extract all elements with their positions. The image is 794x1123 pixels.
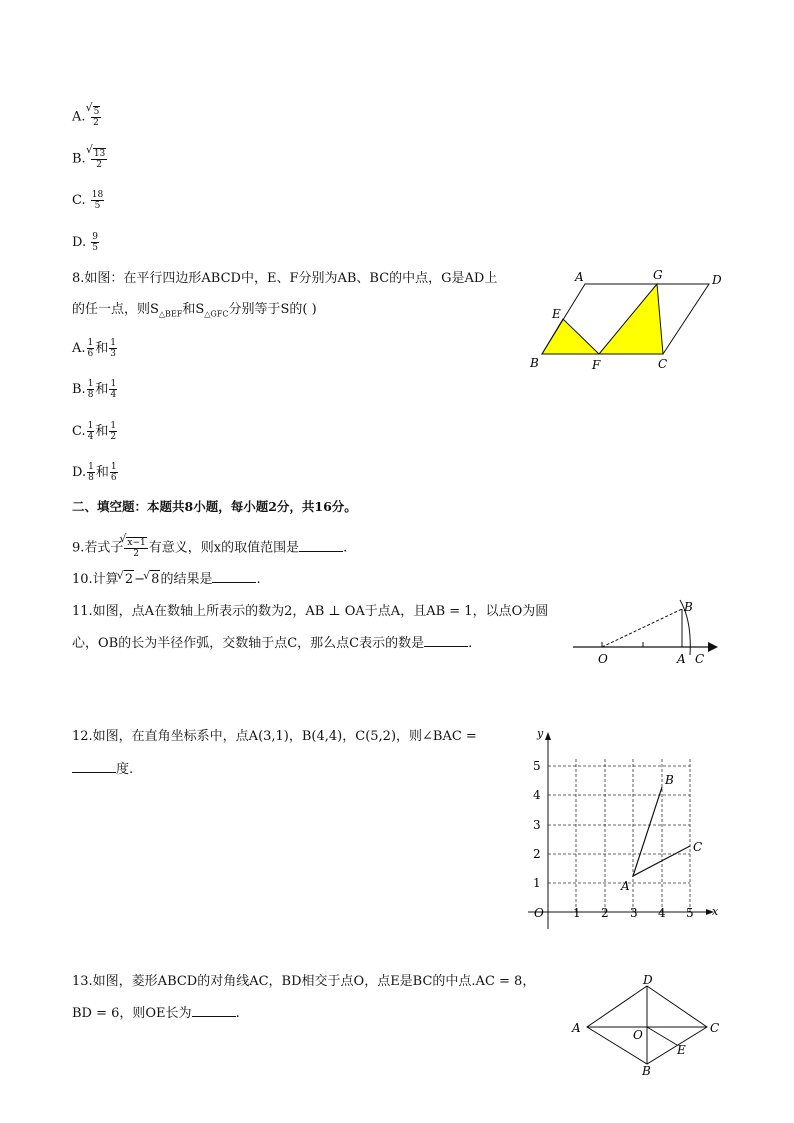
fraction: $\frac{1}{3}$: [110, 338, 117, 359]
label-b: B: [665, 773, 674, 787]
label-d: D: [643, 973, 653, 987]
label-c: C: [693, 840, 703, 854]
q11-number-line-figure: [568, 595, 728, 670]
fraction: √ $\frac{5}{2}$: [91, 106, 102, 128]
q13-stem-line2: BD = 6，则OE长为 .: [72, 1006, 240, 1021]
label-c: C: [695, 652, 705, 666]
fraction: $\frac{1}{4}$: [87, 421, 94, 442]
y-tick-label: 5: [533, 759, 541, 773]
label-a: A: [572, 1021, 581, 1035]
answer-blank[interactable]: [72, 760, 116, 773]
x-tick-label: 3: [630, 906, 638, 920]
fraction: √ $\frac{x-1}{2}$: [124, 537, 147, 559]
y-tick-label: 4: [533, 788, 541, 802]
q12-stem-line1: 12.如图，在直角坐标系中，点A(3,1)，B(4,4)，C(5,2)，则∠BAC =: [72, 729, 477, 744]
q13-rhombus-figure: [566, 972, 726, 1082]
y-tick-label: 3: [533, 818, 541, 832]
label-e: E: [677, 1043, 686, 1057]
label-c: C: [710, 1021, 720, 1035]
fraction: $\frac{1}{6}$: [110, 462, 117, 483]
label-d: D: [712, 273, 722, 287]
label-b: B: [684, 600, 693, 614]
q7-option-b: B. √ $\frac{13}{2}$: [72, 148, 108, 170]
y-axis-arrow: [545, 732, 551, 740]
fraction: √ $\frac{13}{2}$: [91, 148, 107, 170]
q8-parallelogram-figure: [525, 264, 730, 376]
triangle-bef: [542, 319, 599, 354]
segment-oe: [647, 1027, 677, 1045]
q10-stem: 10.计算 √ 2− √ 8的结果是 .: [72, 570, 261, 589]
fraction: $\frac{1}{4}$: [110, 379, 117, 400]
label-a: A: [621, 879, 630, 893]
label-b: B: [530, 356, 539, 370]
q8-option-a: A. $\frac{1}{6}$ 和 $\frac{1}{3}$: [72, 338, 117, 359]
label-a: A: [677, 652, 686, 666]
label-g: G: [653, 268, 663, 282]
q8-stem-line1: 8.如图：在平行四边形ABCD中，E、F分别为AB、BC的中点，G是AD上: [72, 271, 498, 286]
q7-option-c: C. $\frac{18}{5}$: [72, 190, 104, 211]
label-b: B: [642, 1064, 651, 1078]
q12-stem-line2: 度.: [72, 760, 133, 779]
angle-bac: [633, 787, 690, 876]
q7-option-a: A. √ $\frac{5}{2}$: [72, 106, 102, 128]
q8-option-b: B. $\frac{1}{8}$ 和 $\frac{1}{4}$: [72, 379, 117, 400]
answer-blank[interactable]: [299, 539, 343, 552]
arrow-head: [708, 642, 718, 652]
q9-stem: 9.若式子 √ $\frac{x-1}{2}$ 有意义，则x的取值范围是 .: [72, 537, 347, 559]
label-f: F: [592, 358, 601, 372]
q8-option-c: C. $\frac{1}{4}$ 和 $\frac{1}{2}$: [72, 421, 117, 442]
x-tick-label: 1: [573, 906, 581, 920]
label-o: O: [598, 652, 608, 666]
y-tick-label: 1: [533, 876, 541, 890]
origin-label: O: [534, 906, 544, 920]
x-tick-label: 2: [601, 906, 609, 920]
fraction: $\frac{18}{5}$: [91, 190, 104, 211]
triangle-gfc: [599, 284, 663, 354]
x-axis-label: x: [712, 905, 719, 918]
q8-option-d: D. $\frac{1}{8}$ 和 $\frac{1}{6}$: [72, 462, 117, 483]
fraction: $\frac{9}{5}$: [92, 232, 98, 253]
q12-coordinate-grid-figure: [522, 724, 727, 934]
fraction: $\frac{1}{8}$: [88, 462, 94, 483]
q7-option-d: D. $\frac{9}{5}$: [72, 232, 98, 253]
y-axis-label: y: [537, 727, 544, 740]
fraction: $\frac{1}{8}$: [87, 379, 94, 400]
answer-blank[interactable]: [192, 1004, 236, 1017]
x-tick-label: 5: [686, 906, 694, 920]
section-heading: 二、填空题：本题共8小题，每小题2分，共16分。: [72, 499, 357, 514]
label-o: O: [633, 1028, 643, 1042]
answer-blank[interactable]: [424, 634, 468, 647]
fraction: $\frac{1}{2}$: [110, 421, 117, 442]
segment-ob-dashed: [602, 609, 682, 647]
label-c: C: [658, 357, 668, 371]
label-a: A: [575, 270, 584, 284]
label-e: E: [552, 307, 561, 321]
q8-stem-line2: 的任一点，则$S_{\triangle BEF}$和$S_{\triangle GFC}$分别等于S的( ): [72, 302, 317, 319]
fraction: $\frac{1}{6}$: [87, 338, 94, 359]
q11-stem-line2: 心，OB的长为半径作弧，交数轴于点C，那么点C表示的数是 .: [72, 636, 473, 651]
y-tick-label: 2: [533, 847, 541, 861]
answer-blank[interactable]: [212, 570, 256, 583]
q13-stem-line1: 13.如图，菱形ABCD的对角线AC，BD相交于点O，点E是BC的中点.AC = 8，: [72, 974, 536, 989]
q11-stem-line1: 11.如图，点A在数轴上所表示的数为2，AB ⊥ OA于点A，且AB = 1，以点O为圆: [72, 604, 549, 619]
x-tick-label: 4: [658, 906, 666, 920]
